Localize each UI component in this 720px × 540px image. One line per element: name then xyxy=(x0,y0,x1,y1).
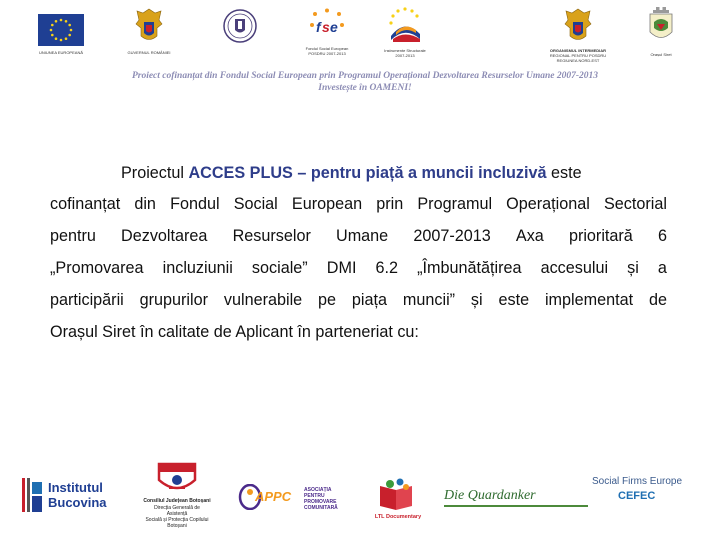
word: participării xyxy=(50,291,124,309)
botosani-coat-of-arms-icon xyxy=(155,462,199,496)
project-name: ACCES PLUS – pentru piață a muncii incluzivă xyxy=(188,164,547,182)
instrumente-caption-1: Instrumente Structurale xyxy=(384,48,426,53)
paragraph-line-1 xyxy=(121,163,582,183)
ltl-documentary-logo xyxy=(368,478,428,522)
ib-mark-icon xyxy=(22,478,44,512)
ltl-caption: LTL Documentary xyxy=(374,514,422,520)
oir-caption-1: ORGANISMUL INTERMEDIAR xyxy=(549,48,607,53)
institutul-bucovina-logo xyxy=(22,478,132,514)
paragraph-line-4 xyxy=(50,258,667,278)
paragraph-line-3 xyxy=(50,226,667,246)
word: 2007-2013 xyxy=(413,227,491,245)
investeste-slogan: Investește în OAMENI! xyxy=(318,83,412,93)
institutul-word: Institutul xyxy=(48,480,103,495)
instrumente-caption-2: 2007-2013 xyxy=(395,53,415,58)
line1-suffix: este xyxy=(546,164,582,182)
quardanker-underline xyxy=(444,505,588,507)
eu-caption: UNIUNEA EUROPEANĂ xyxy=(38,50,83,55)
word: și xyxy=(470,291,483,309)
word: pe xyxy=(318,291,337,309)
consiliul-judetean-logo xyxy=(134,462,220,540)
oir-caption-3: REGIUNEA NORD-EST xyxy=(556,58,600,63)
consiliul-title: Consiliul Județean Botoșani xyxy=(143,498,211,504)
die-quardanker-logo xyxy=(444,488,590,510)
word: accesului xyxy=(540,259,609,277)
quardanker-wordmark: Die Quardanker xyxy=(444,488,536,503)
cefec-text: CEFEC xyxy=(618,490,656,502)
word: cofinanțat xyxy=(50,195,121,213)
appc-line-2: PROMOVARE COMUNITARĂ xyxy=(304,499,338,511)
cofinancing-line-1: Proiect cofinanțat din Fondul Social European prin Programul Operațional Dezvoltarea Resurselor Umane 2007-2013 xyxy=(131,71,599,81)
consiliul-line-3: Asistență xyxy=(166,511,188,517)
consiliul-line-2: Direcția Generală de xyxy=(154,505,200,511)
consiliul-line-4: Socială și Protecția Copilului xyxy=(145,517,209,523)
word: prin xyxy=(376,195,404,213)
gov-caption: GUVERNUL ROMÂNIEI xyxy=(127,50,171,55)
word: DMI xyxy=(326,259,357,277)
eu-flag-icon xyxy=(38,14,84,46)
eu-flag-logo xyxy=(30,10,92,58)
word: prioritară xyxy=(568,227,633,245)
romania-coat-of-arms-icon xyxy=(135,8,163,44)
instrumente-structurale-icon xyxy=(386,6,424,44)
svg-text:f: f xyxy=(316,19,321,35)
word: „Îmbunătățirea xyxy=(417,259,522,277)
word: Resurselor xyxy=(232,227,311,245)
word: vulnerabile xyxy=(223,291,303,309)
word: Dezvoltarea xyxy=(121,227,208,245)
word: și xyxy=(627,259,639,277)
ministry-seal-icon xyxy=(223,8,257,44)
word: European xyxy=(291,195,363,213)
siret-coat-of-arms-icon xyxy=(647,6,675,44)
cofinancing-subtitle xyxy=(125,70,605,94)
word: Programul xyxy=(417,195,493,213)
word: din xyxy=(134,195,156,213)
appc-logo xyxy=(238,484,348,514)
appc-wordmark: APPC xyxy=(255,489,292,504)
social-firms-europe-logo xyxy=(592,476,696,512)
svg-text:s: s xyxy=(322,19,330,35)
fse-caption-1: Fondul Social European xyxy=(305,46,349,51)
paragraph-line-6: Orașul Siret în calitate de Aplicant în parteneriat cu: xyxy=(50,323,419,341)
word: 6.2 xyxy=(375,259,399,277)
word: piața xyxy=(351,291,388,309)
paragraph-line-5 xyxy=(50,290,667,310)
word: Umane xyxy=(336,227,389,245)
word: Axa xyxy=(515,227,544,245)
word: Sectorial xyxy=(604,195,667,213)
word: pentru xyxy=(50,227,96,245)
ltl-book-icon xyxy=(376,478,416,512)
fse-icon xyxy=(307,8,347,42)
appc-line-1: ASOCIAȚIA PENTRU xyxy=(304,487,332,499)
word: Fondul xyxy=(170,195,220,213)
siret-caption: Orașul Siret xyxy=(650,52,672,57)
word: sociale” xyxy=(251,259,308,277)
gov-logo xyxy=(118,6,180,58)
word: incluziunii xyxy=(162,259,233,277)
ministry-seal-logo xyxy=(222,8,258,48)
word: este xyxy=(498,291,530,309)
word: Operațional xyxy=(506,195,590,213)
word: muncii” xyxy=(402,291,456,309)
word: Social xyxy=(233,195,278,213)
bucovina-word: Bucovina xyxy=(48,495,107,510)
word: 6 xyxy=(657,227,667,245)
fse-caption-2: POSDRU 2007-2013 xyxy=(308,51,346,56)
svg-text:e: e xyxy=(330,19,338,35)
word: a xyxy=(657,259,667,277)
siret-logo xyxy=(636,6,686,62)
romania-coat-of-arms-icon xyxy=(564,8,592,44)
paragraph-line-2 xyxy=(50,194,667,214)
instrumente-structurale-logo xyxy=(374,6,436,64)
oir-caption-2: REGIONAL PENTRU POSDRU xyxy=(549,53,607,58)
word: de xyxy=(648,291,667,309)
word: grupurilor xyxy=(139,291,209,309)
fse-logo xyxy=(292,8,362,64)
social-firms-text: Social Firms Europe xyxy=(592,476,683,487)
word: „Promovarea xyxy=(50,259,144,277)
oir-posdru-logo xyxy=(548,6,608,70)
consiliul-line-5: Botoșani xyxy=(167,523,187,529)
word: implementat xyxy=(544,291,634,309)
line1-prefix: Proiectul xyxy=(121,164,189,182)
